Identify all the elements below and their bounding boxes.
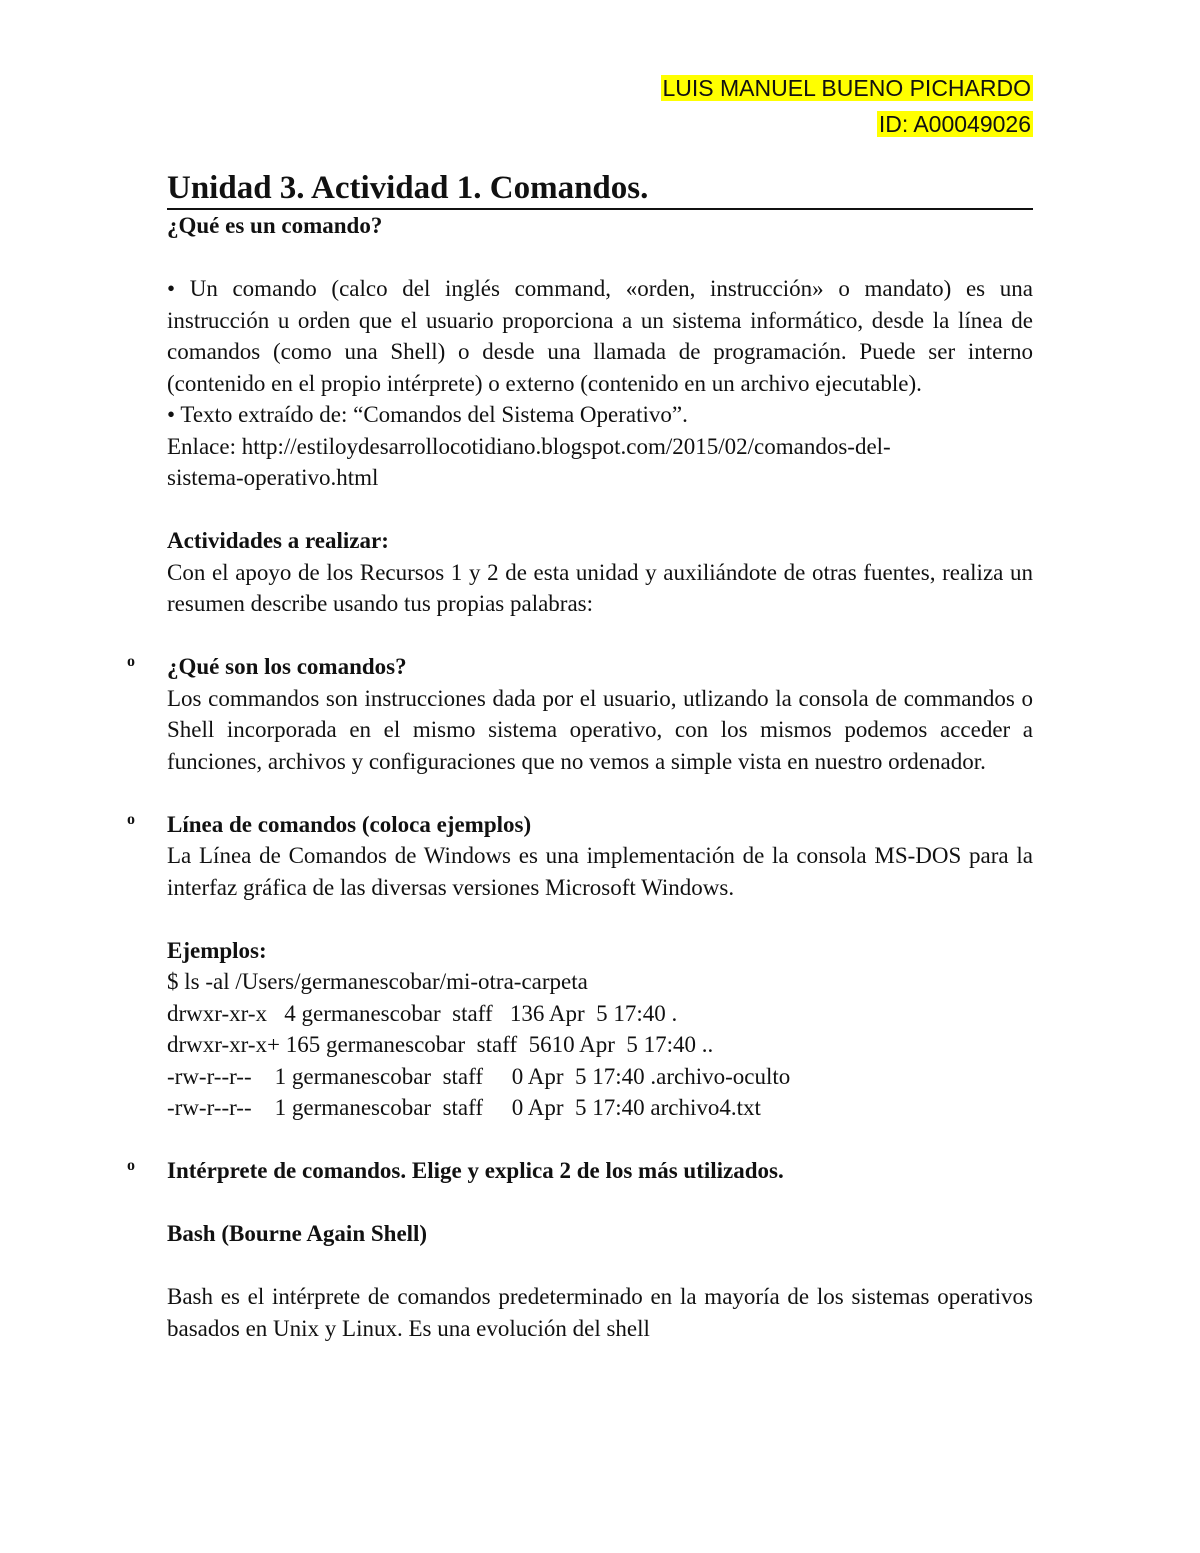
- item-heading: ¿Qué son los comandos?: [167, 654, 407, 679]
- intro-question: ¿Qué es un comando?: [167, 213, 383, 238]
- author-name: LUIS MANUEL BUENO PICHARDO: [662, 75, 1031, 101]
- item-subheading: Bash (Bourne Again Shell): [167, 1221, 428, 1246]
- item-text: La Línea de Comandos de Windows es una implementación de la consola MS-DOS para la interfaz gráfica de las diversas versiones Microsoft Windows.: [167, 843, 1033, 900]
- example-line: -rw-r--r-- 1 germanescobar staff 0 Apr 5 17:40 archivo4.txt: [167, 1095, 761, 1120]
- item-text: Bash es el intérprete de comandos predeterminado en la mayoría de los sistemas operativos basados en Unix y Linux. Es una evolución del shell: [167, 1284, 1033, 1341]
- source-link-line-2: sistema-operativo.html: [167, 465, 379, 490]
- activities-instructions: Con el apoyo de los Recursos 1 y 2 de esta unidad y auxiliándote de otras fuentes, realiza un resumen describe usando tus propias palabras:: [167, 559, 1033, 616]
- item-interpreter: [127, 1155, 1033, 1344]
- item-commands: [127, 651, 1033, 777]
- item-text: Los commandos son instrucciones dada por el usuario, utlizando la consola de commandos o Shell incorporada en el mismo sistema operativo, con los mismos podemos acceder a funciones, archivos y configuraciones que no vemos a simple vista en nuestro ordenador.: [167, 685, 1033, 774]
- source-link-line-1: Enlace: http://estiloydesarrollocotidiano.blogspot.com/2015/02/comandos-del-: [167, 433, 891, 459]
- example-line: -rw-r--r-- 1 germanescobar staff 0 Apr 5 17:40 .archivo-oculto: [167, 1063, 791, 1089]
- header-block: [167, 70, 1033, 142]
- intro-bullet-definition: • Un comando (calco del inglés command, «orden, instrucción» o mandato) es una instrucción u orden que el usuario proporciona a un sistema informático, desde la línea de comandos (como una Shell) o desde una llamada de programación. Puede ser interno (contenido en el propio intérprete) o externo (contenido en un archivo ejecutable).: [167, 276, 1033, 396]
- examples-heading: Ejemplos:: [167, 937, 267, 963]
- example-line: drwxr-xr-x 4 germanescobar staff 136 Apr 5 17:40 .: [167, 1000, 678, 1026]
- list-marker: o: [127, 653, 135, 670]
- example-line: drwxr-xr-x+ 165 germanescobar staff 5610 Apr 5 17:40 ..: [167, 1032, 714, 1057]
- item-heading: Intérprete de comandos. Elige y explica 2 de los más utilizados.: [167, 1158, 784, 1183]
- list-marker: o: [127, 1157, 135, 1174]
- student-id: ID: A00049026: [878, 111, 1031, 137]
- example-line: $ ls -al /Users/germanescobar/mi-otra-carpeta: [167, 969, 588, 994]
- item-command-line: [127, 809, 1033, 1124]
- document-title: Unidad 3. Actividad 1. Comandos.: [167, 168, 1033, 210]
- item-heading: Línea de comandos (coloca ejemplos): [167, 811, 532, 837]
- activities-heading: Actividades a realizar:: [167, 528, 389, 553]
- document-page: [127, 70, 1033, 1344]
- intro-bullet-source: • Texto extraído de: “Comandos del Sistema Operativo”.: [167, 402, 688, 427]
- list-marker: o: [127, 810, 135, 828]
